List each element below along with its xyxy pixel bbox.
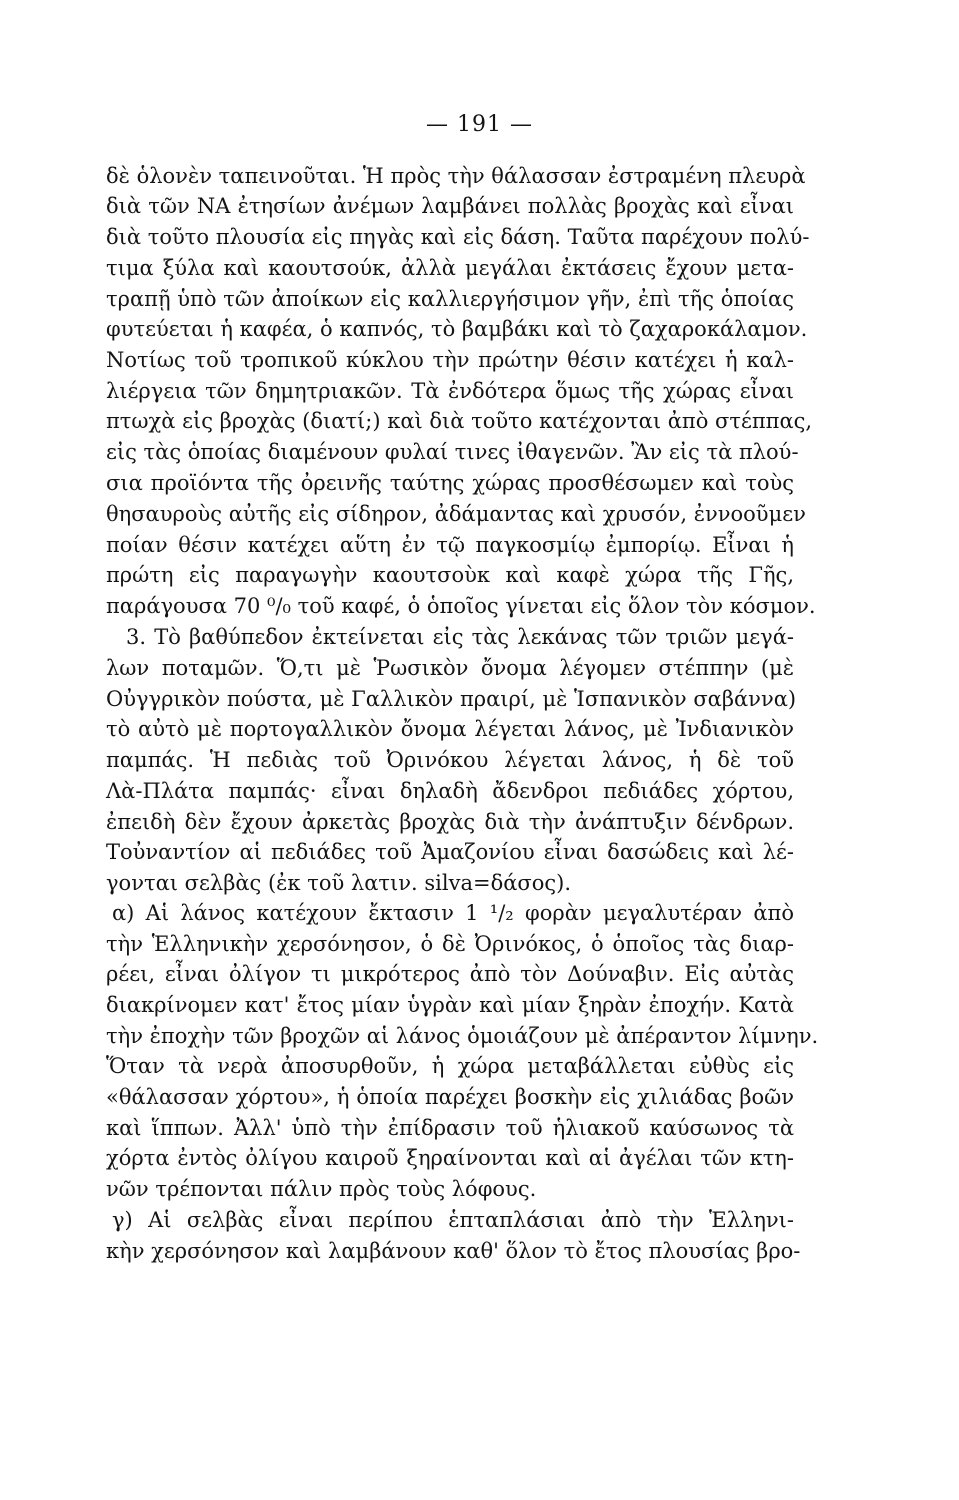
text-line: «θάλασσαν χόρτου», ἡ ὁποία παρέχει βοσκὴν εἰς χιλιάδας βοῶν <box>106 1085 794 1109</box>
text-line: κὴν χερσόνησον καὶ λαμβάνουν καθ' ὅλον τὸ ἔτος πλουσίας βρο- <box>106 1239 801 1263</box>
text-line: 3. Τὸ βαθύπεδον ἐκτείνεται εἰς τὰς λεκάνας τῶν τριῶν μεγά- <box>126 625 794 649</box>
text-line: γ) Αἱ σελβὰς εἶναι περίπου ἑπταπλάσιαι ἀπὸ τὴν Ἑλληνι- <box>112 1208 794 1232</box>
text-line: ἐπειδὴ δὲν ἔχουν ἀρκετὰς βροχὰς διὰ τὴν ἀνάπτυξιν δένδρων. <box>106 810 794 834</box>
text-line: τὴν ἐποχὴν τῶν βροχῶν αἱ λάνος ὁμοιάζουν μὲ ἀπέραντον λίμνην. <box>106 1024 819 1048</box>
text-line: ποίαν θέσιν κατέχει αὕτη ἐν τῷ παγκοσμίῳ ἐμπορίῳ. Εἶναι ἡ <box>106 533 794 557</box>
text-line: φυτεύεται ἡ καφέα, ὁ καπνός, τὸ βαμβάκι καὶ τὸ ζαχαροκάλαμον. <box>106 317 808 341</box>
text-line: πτωχὰ εἰς βροχὰς (διατί;) καὶ διὰ τοῦτο κατέχονται ἀπὸ στέππας, <box>106 409 813 433</box>
text-line: καὶ ἵππων. Ἀλλ' ὑπὸ τὴν ἐπίδρασιν τοῦ ἡλιακοῦ καύσωνος τὰ <box>106 1116 794 1140</box>
text-line: Λὰ-Πλάτα παμπάς· εἶναι δηλαδὴ ἄδενδροι πεδιάδες χόρτου, <box>106 779 794 803</box>
text-line: θησαυροὺς αὐτῆς εἰς σίδηρον, ἀδάμαντας καὶ χρυσόν, ἐννοοῦμεν <box>106 502 806 526</box>
text-line: ρέει, εἶναι ὀλίγον τι μικρότερος ἀπὸ τὸν Δούναβιν. Εἰς αὐτὰς <box>106 962 794 986</box>
text-line: σια προϊόντα τῆς ὀρεινῆς ταύτης χώρας προσθέσωμεν καὶ τοὺς <box>106 471 794 495</box>
text-line: τραπῇ ὑπὸ τῶν ἀποίκων εἰς καλλιεργήσιμον γῆν, ἐπὶ τῆς ὁποίας <box>106 287 794 311</box>
text-line: παράγουσα 70 ⁰/₀ τοῦ καφέ, ὁ ὁποῖος γίνεται εἰς ὅλον τὸν κόσμον. <box>106 594 816 618</box>
text-line: Οὐγγρικὸν πούστα, μὲ Γαλλικὸν πραιρί, μὲ Ἱσπανικὸν σαβάννα) <box>106 687 797 711</box>
text-line: δὲ ὁλονὲν ταπεινοῦται. Ἡ πρὸς τὴν θάλασσαν ἐστραμένη πλευρὰ <box>106 164 806 188</box>
text-line: διὰ τῶν ΝΑ ἐτησίων ἀνέμων λαμβάνει πολλὰς βροχὰς καὶ εἶναι <box>106 194 794 218</box>
text-line: γονται σελβὰς (ἐκ τοῦ λατιν. silva=δάσος). <box>106 871 571 895</box>
text-line: παμπάς. Ἡ πεδιὰς τοῦ Ὀρινόκου λέγεται λάνος, ἡ δὲ τοῦ <box>106 748 794 772</box>
text-line: τὴν Ἑλληνικὴν χερσόνησον, ὁ δὲ Ὀρινόκος, ὁ ὁποῖος τὰς διαρ- <box>106 932 794 956</box>
text-line: α) Αἱ λάνος κατέχουν ἔκτασιν 1 ¹/₂ φορὰν μεγαλυτέραν ἀπὸ <box>112 901 794 925</box>
text-line: Ὅταν τὰ νερὰ ἀποσυρθοῦν, ἡ χώρα μεταβάλλεται εὐθὺς εἰς <box>106 1054 794 1078</box>
text-line: νῶν τρέπονται πάλιν πρὸς τοὺς λόφους. <box>106 1177 537 1201</box>
text-line: Νοτίως τοῦ τροπικοῦ κύκλου τὴν πρώτην θέσιν κατέχει ἡ καλ- <box>106 348 794 372</box>
text-line: εἰς τὰς ὁποίας διαμένουν φυλαί τινες ἰθαγενῶν. Ἂν εἰς τὰ πλού- <box>106 440 799 464</box>
text-line: Τοὐναντίον αἱ πεδιάδες τοῦ Ἀμαζονίου εἶναι δασώδεις καὶ λέ- <box>106 840 794 864</box>
page-number: — 191 — <box>426 112 533 137</box>
text-line: τιμα ξύλα καὶ καουτσούκ, ἀλλὰ μεγάλαι ἐκτάσεις ἔχουν μετα- <box>106 256 794 280</box>
text-line: διὰ τοῦτο πλουσία εἰς πηγὰς καὶ εἰς δάση. Ταῦτα παρέχουν πολύ- <box>106 225 810 249</box>
text-line: λιέργεια τῶν δημητριακῶν. Τὰ ἐνδότερα ὅμως τῆς χώρας εἶναι <box>106 379 794 403</box>
text-line: χόρτα ἐντὸς ὀλίγου καιροῦ ξηραίνονται καὶ αἱ ἀγέλαι τῶν κτη- <box>106 1146 794 1170</box>
text-line: λων ποταμῶν. Ὅ,τι μὲ Ῥωσικὸν ὄνομα λέγομεν στέππην (μὲ <box>106 656 794 680</box>
text-line: διακρίνομεν κατ' ἔτος μίαν ὑγρὰν καὶ μίαν ξηρὰν ἐποχήν. Κατὰ <box>106 993 794 1017</box>
text-line: πρώτη εἰς παραγωγὴν καουτσοὺκ καὶ καφὲ χώρα τῆς Γῆς, <box>106 563 794 587</box>
text-line: τὸ αὐτὸ μὲ πορτογαλλικὸν ὄνομα λέγεται λάνος, μὲ Ἰνδιανικὸν <box>106 717 794 741</box>
